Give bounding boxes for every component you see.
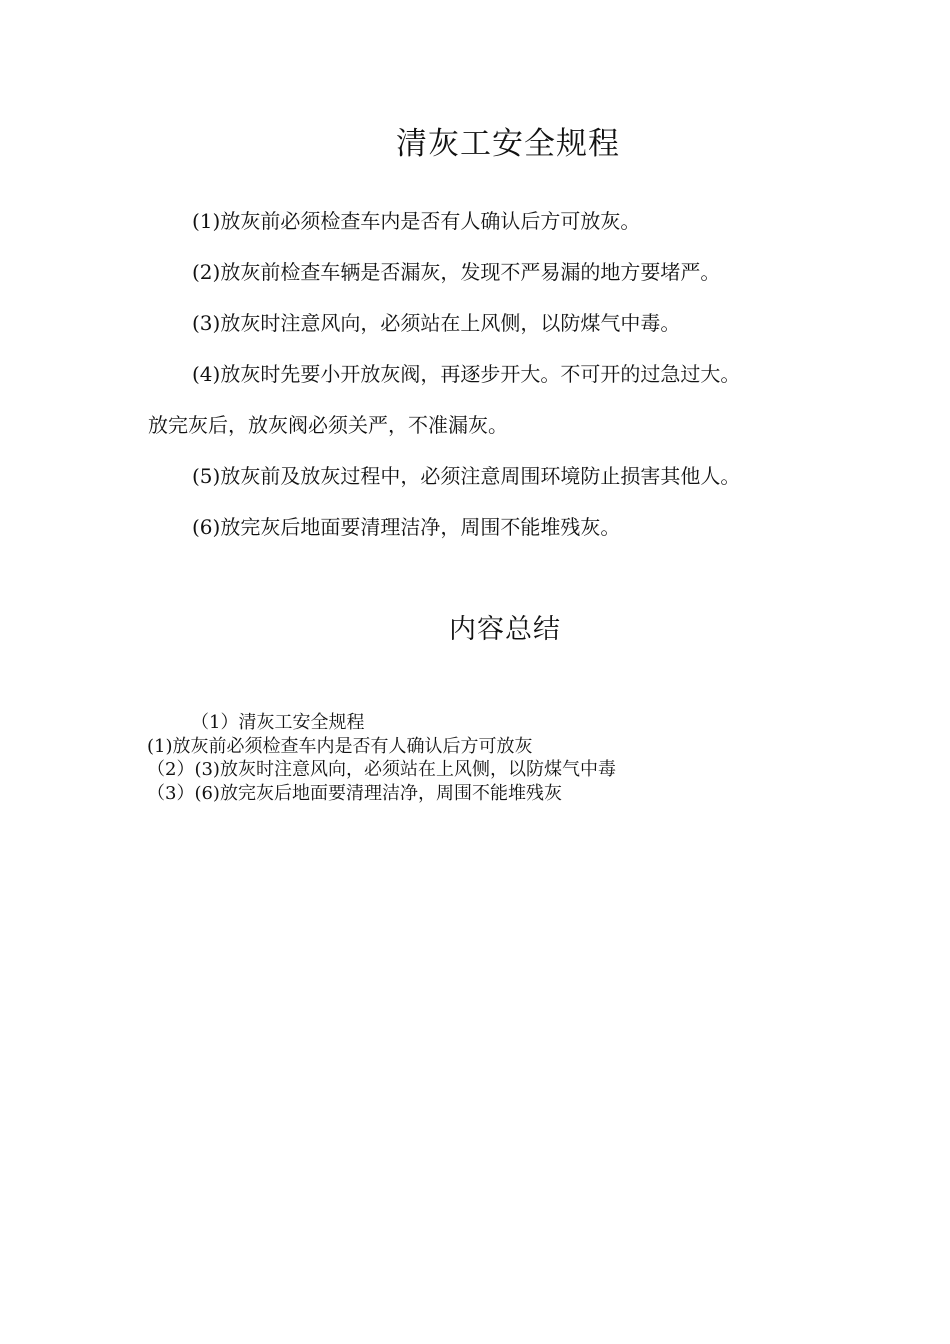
rule-text: (1)放灰前必须检查车内是否有人确认后方可放灰。 xyxy=(192,209,641,233)
rules-list xyxy=(148,196,808,553)
rule-item xyxy=(148,502,808,553)
rule-text: (4)放灰时先要小开放灰阀，再逐步开大。不可开的过急过大。 xyxy=(192,362,741,386)
rule-item-continuation xyxy=(148,400,808,451)
rule-text: (2)放灰前检查车辆是否漏灰，发现不严易漏的地方要堵严。 xyxy=(192,260,721,284)
summary-line: (1)放灰前必须检查车内是否有人确认后方可放灰 xyxy=(147,735,533,757)
rule-text: (6)放完灰后地面要清理洁净，周围不能堆残灰。 xyxy=(192,515,621,539)
rule-text: (3)放灰时注意风向，必须站在上风侧，以防煤气中毒。 xyxy=(192,311,681,335)
rule-text: (5)放灰前及放灰过程中，必须注意周围环境防止损害其他人。 xyxy=(192,464,741,488)
rule-item xyxy=(148,196,808,247)
summary-line: （1）清灰工安全规程 xyxy=(191,712,365,733)
document-title: 清灰工安全规程 xyxy=(396,126,620,162)
rule-item xyxy=(148,247,808,298)
rule-text: 放完灰后，放灰阀必须关严，不准漏灰。 xyxy=(148,413,508,437)
summary-list xyxy=(147,711,847,805)
summary-title: 内容总结 xyxy=(449,614,561,645)
rule-item xyxy=(148,451,808,502)
summary-line: （2）(3)放灰时注意风向，必须站在上风侧，以防煤气中毒 xyxy=(147,759,616,780)
rule-item xyxy=(148,349,808,400)
rule-item xyxy=(148,298,808,349)
summary-line: （3）(6)放完灰后地面要清理洁净，周围不能堆残灰 xyxy=(147,782,562,804)
